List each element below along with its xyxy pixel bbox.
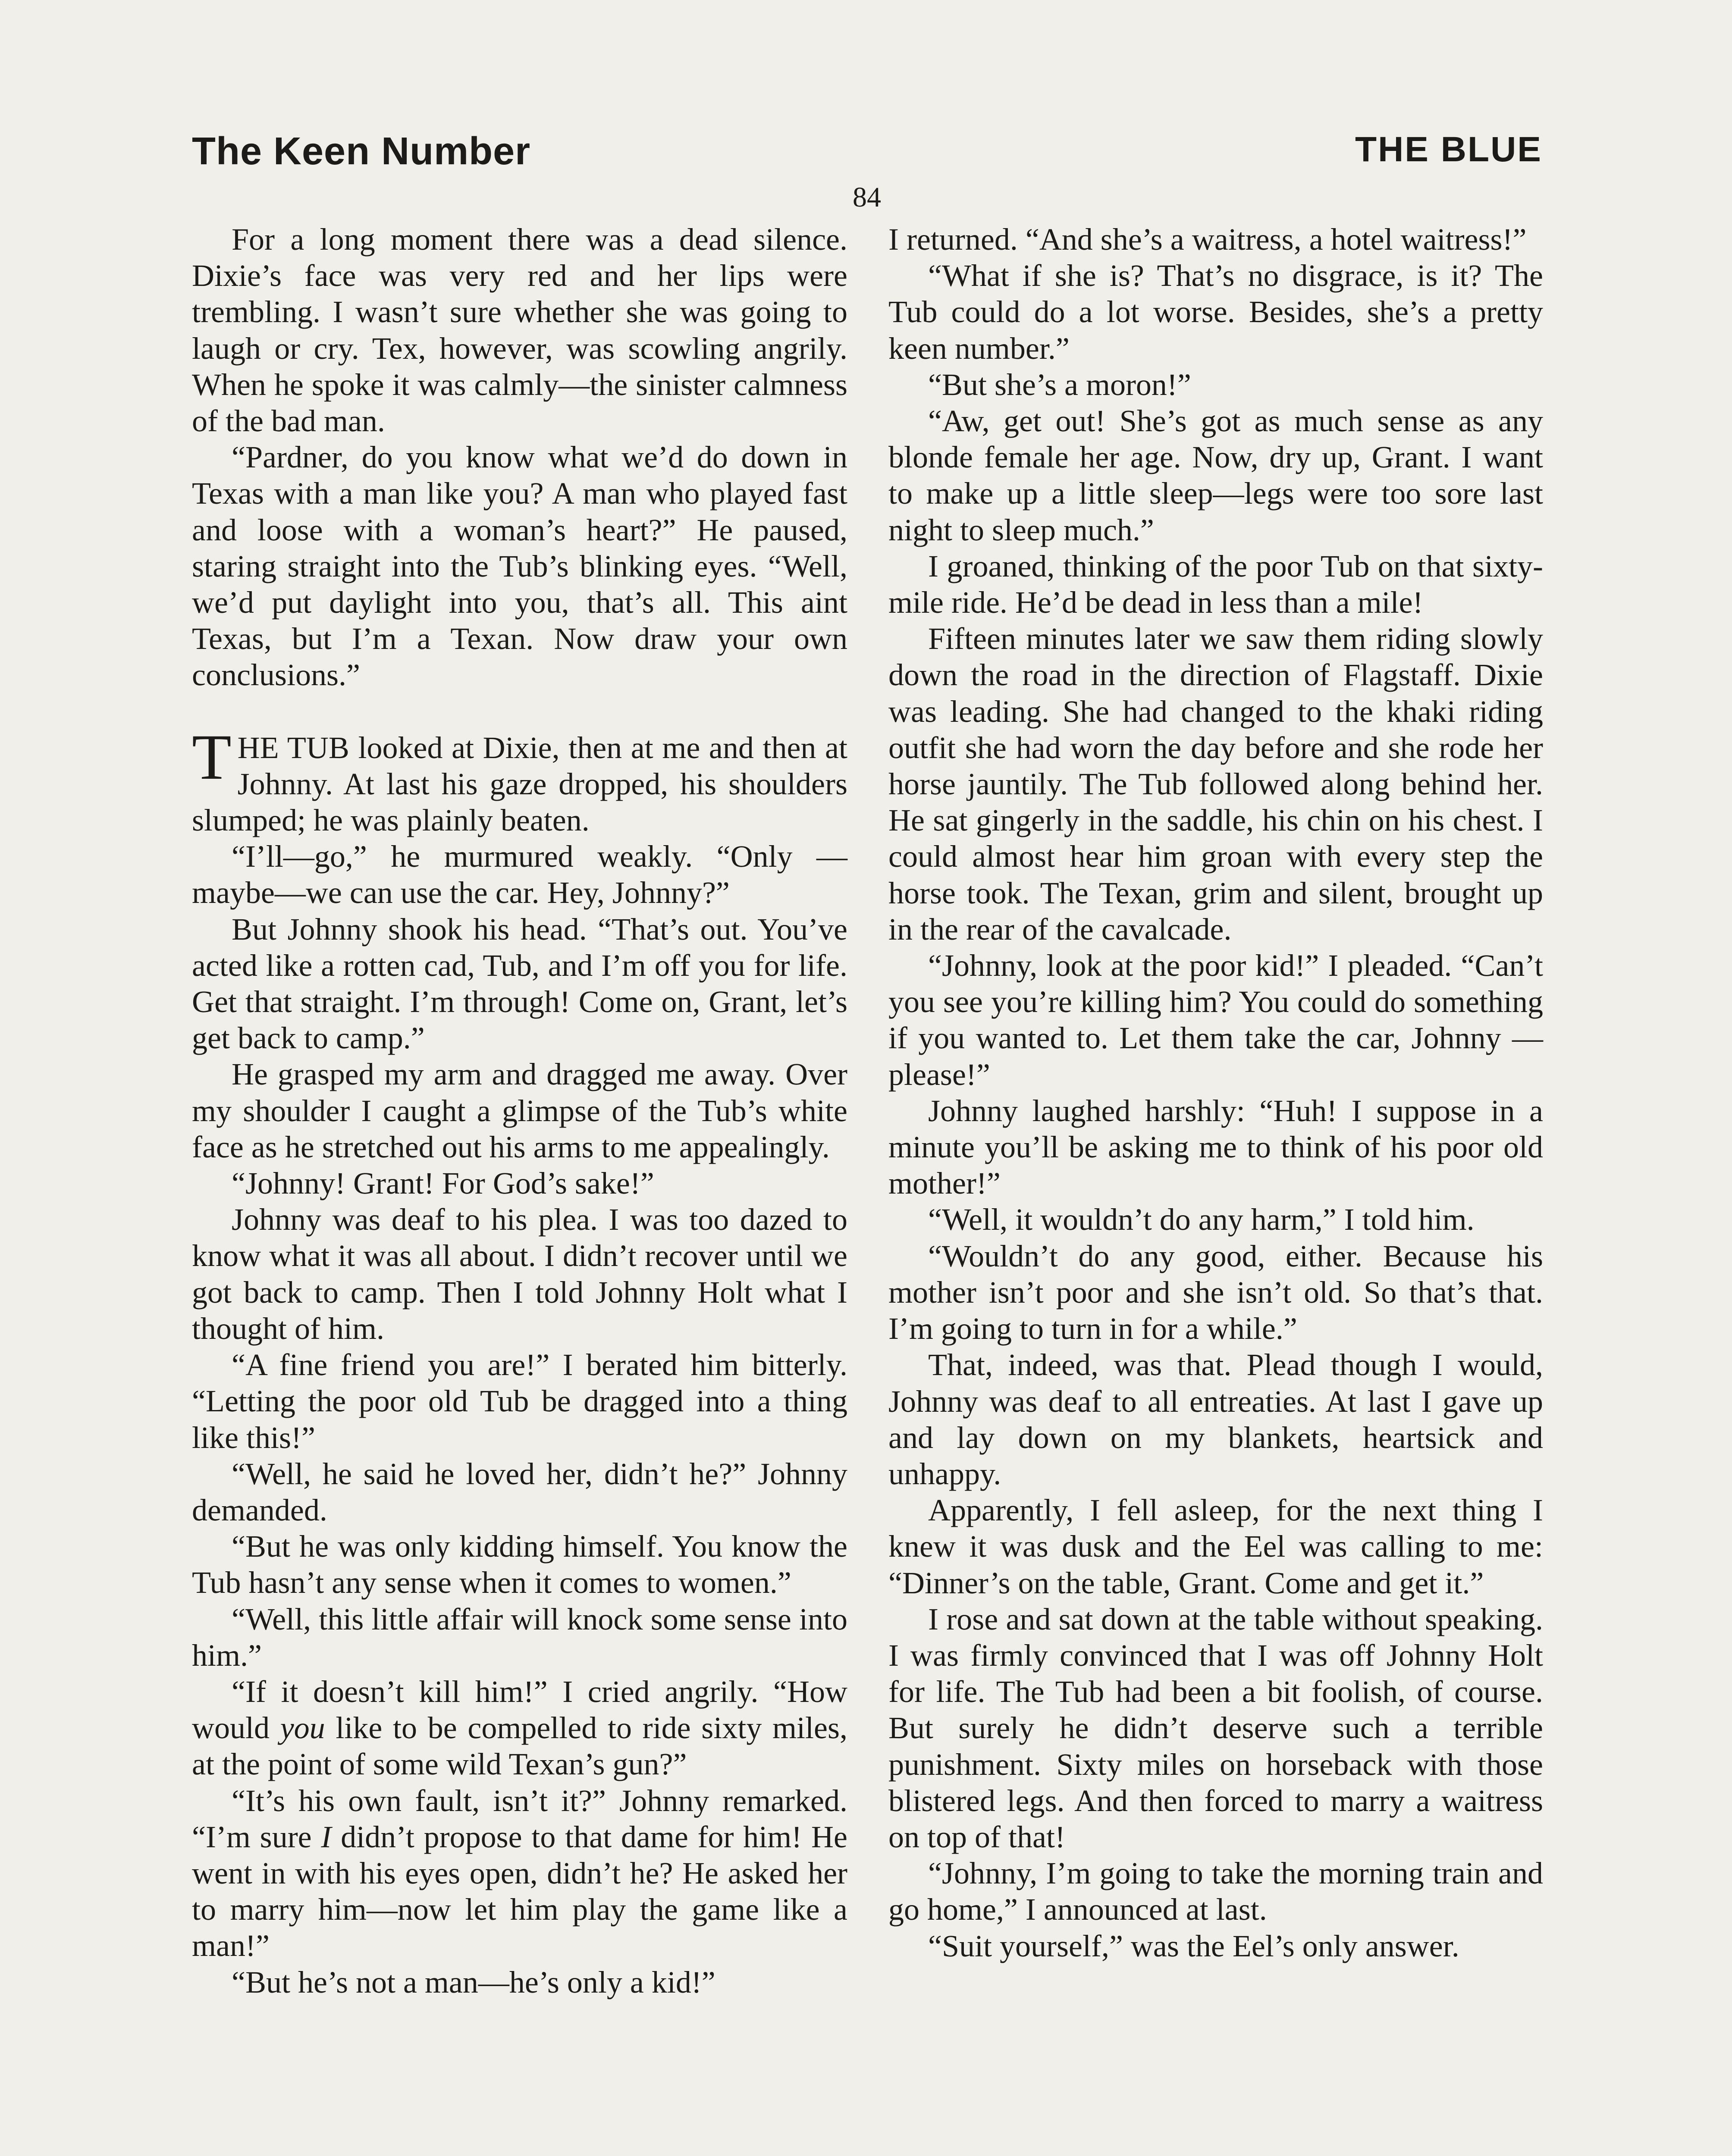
paragraph: I rose and sat down at the table without speaking. I was firmly convinced that I was off Johnny Holt for life. The Tub had been a bit foolish, of course. But surely he didn’t deserve such a terrible punishment. Sixty miles on horseback with those blistered legs. And then forced to marry a waitress on top of that!	[888, 1601, 1543, 1854]
paragraph: “But she’s a moron!”	[928, 367, 1191, 402]
paragraph-dropcap	[192, 721, 847, 839]
paragraph: I returned. “And she’s a waitress, a hotel waitress!”	[888, 222, 1527, 257]
paragraph: “Johnny! Grant! For God’s sake!”	[232, 1166, 654, 1201]
paragraph: “What if she is? That’s no disgrace, is it? The Tub could do a lot worse. Besides, she’s a pretty keen number.”	[888, 258, 1543, 366]
text-run: like to be compelled to ride sixty miles, at the point of some wild Texan’s gun?”	[192, 1711, 848, 1782]
left-column	[192, 221, 847, 2000]
paragraph: “But he’s not a man—he’s only a kid!”	[232, 1965, 715, 1999]
right-column	[888, 221, 1543, 1964]
drop-cap: T	[192, 721, 232, 793]
paragraph: “Well, he said he loved her, didn’t he?” Johnny demanded.	[192, 1456, 847, 1527]
text-run: didn’t propose to that dame for him! He went in with his eyes open, didn’t he? He asked her to marry him—now let him play the game like a man!”	[192, 1819, 847, 1963]
paragraph: He grasped my arm and dragged me away. Over my shoulder I caught a glimpse of the Tub’s white face as he stretched out his arms to me appealingly.	[192, 1057, 847, 1164]
paragraph: “Johnny, I’m going to take the morning train and go home,” I announced at last.	[888, 1856, 1543, 1927]
page-number: 84	[853, 182, 881, 213]
paragraph: “But he was only kidding himself. You know the Tub hasn’t any sense when it comes to women.”	[192, 1529, 847, 1600]
paragraph: “Wouldn’t do any good, either. Because his mother isn’t poor and she isn’t old. So that’s that. I’m going to turn in for a while.”	[888, 1238, 1543, 1346]
paragraph: But Johnny shook his head. “That’s out. You’ve acted like a rotten cad, Tub, and I’m off you for life. Get that straight. I’m through! Come on, Grant, let’s get back to camp.”	[192, 912, 847, 1056]
paragraph: That, indeed, was that. Plead though I would, Johnny was deaf to all entreaties. At last I gave up and lay down on my blankets, heartsick and unhappy.	[888, 1348, 1543, 1491]
paragraph: “Well, this little affair will knock some sense into him.”	[192, 1601, 847, 1673]
paragraph: “A fine friend you are!” I berated him bitterly. “Letting the poor old Tub be dragged into a thing like this!”	[192, 1348, 847, 1455]
paragraph: “Well, it wouldn’t do any harm,” I told him.	[928, 1202, 1475, 1237]
emphasis: you	[280, 1711, 325, 1745]
text-run: “If it doesn’t kill him!” I cried angrily. “How would	[192, 1674, 847, 1745]
paragraph: “Johnny, look at the poor kid!” I pleaded. “Can’t you see you’re killing him? You could do something if you wanted to. Let them take the car, Johnny —please!”	[888, 948, 1543, 1092]
paragraph-text: HE TUB looked at Dixie, then at me and then at Johnny. At last his gaze dropped, his shoulders slumped; he was plainly beaten.	[192, 730, 847, 838]
paragraph: Apparently, I fell asleep, for the next thing I knew it was dusk and the Eel was calling to me: “Dinner’s on the table, Grant. Come and get it.”	[888, 1493, 1543, 1600]
paragraph: “Aw, get out! She’s got as much sense as any blonde female her age. Now, dry up, Grant. I want to make up a little sleep—legs were too sore last night to sleep much.”	[888, 404, 1543, 547]
paragraph	[192, 1673, 847, 1783]
paragraph: For a long moment there was a dead silence. Dixie’s face was very red and her lips were trembling. I wasn’t sure whether she was going to laugh or cry. Tex, however, was scowling angrily. When he spoke it was calmly—the sinister calmness of the bad man.	[192, 222, 847, 439]
paragraph: I groaned, thinking of the poor Tub on that sixty-mile ride. He’d be dead in less than a mile!	[888, 548, 1543, 620]
paragraph: Johnny laughed harshly: “Huh! I suppose in a minute you’ll be asking me to think of his poor old mother!”	[888, 1093, 1543, 1201]
paragraph: “I’ll—go,” he murmured weakly. “Only —maybe—we can use the car. Hey, Johnny?”	[192, 839, 847, 910]
paragraph: “Pardner, do you know what we’d do down in Texas with a man like you? A man who played fast and loose with a woman’s heart?” He paused, staring straight into the Tub’s blinking eyes. “Well, we’d put daylight into you, that’s all. This aint Texas, but I’m a Texan. Now draw your own conclusions.”	[192, 440, 847, 693]
paragraph: Johnny was deaf to his plea. I was too dazed to know what it was all about. I didn’t recover until we got back to camp. Then I told Johnny Holt what I thought of him.	[192, 1202, 847, 1346]
running-head-title: The Keen Number	[192, 130, 531, 173]
text-run: “It’s his own fault, isn’t it?” Johnny remarked. “I’m sure	[192, 1783, 847, 1854]
paragraph	[192, 1783, 847, 1964]
paragraph: “Suit yourself,” was the Eel’s only answer.	[928, 1928, 1459, 1963]
paragraph: Fifteen minutes later we saw them riding slowly down the road in the direction of Flagstaff. Dixie was leading. She had changed to the khaki riding outfit she had worn the day before and she rode her horse jauntily. The Tub followed along behind her. He sat gingerly in the saddle, his chin on his chest. I could almost hear him groan with every step the horse took. The Texan, grim and silent, brought up in the rear of the cavalcade.	[888, 621, 1543, 946]
emphasis: I	[321, 1819, 332, 1854]
running-head-magazine: THE BLUE	[1355, 130, 1542, 169]
